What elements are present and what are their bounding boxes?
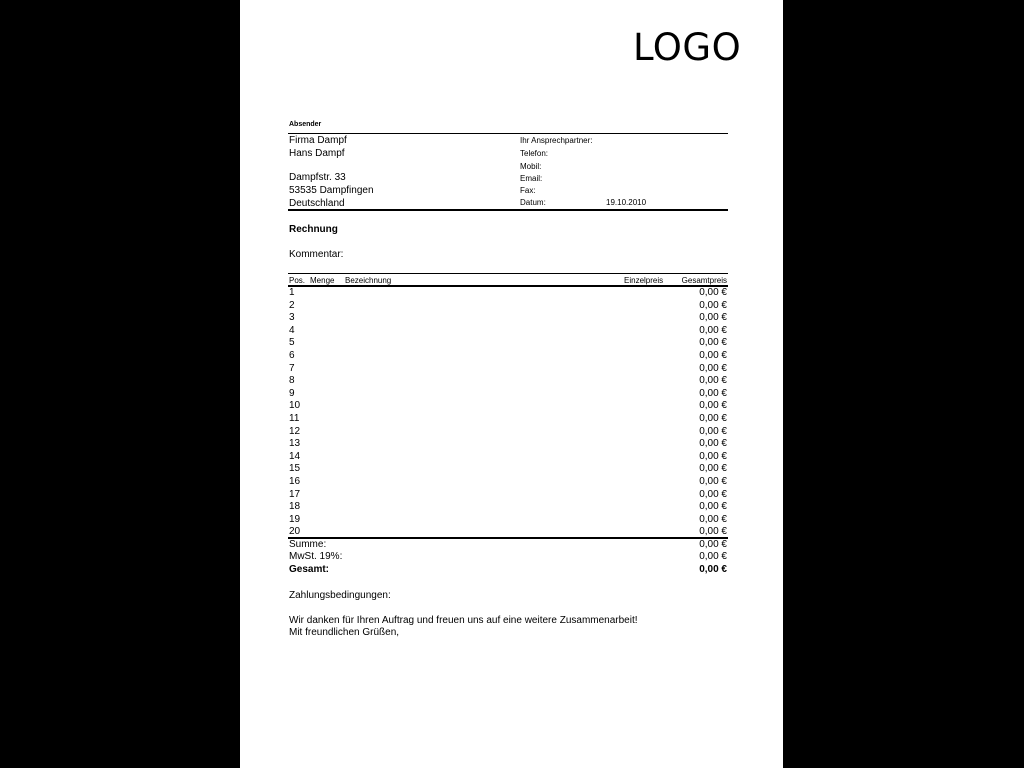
row-pos: 7 (289, 362, 295, 374)
row-pos: 9 (289, 387, 295, 399)
row-total: 0,00 € (699, 476, 727, 487)
header-einzelpreis: Einzelpreis (624, 276, 664, 285)
subtotal-label: Summe: (289, 539, 327, 550)
email-label: Email: (520, 174, 543, 183)
header-menge: Menge (310, 276, 335, 285)
row-pos: 14 (289, 450, 301, 462)
row-total: 0,00 € (699, 438, 727, 450)
header-bezeichnung: Bezeichnung (345, 276, 392, 285)
row-total: 0,00 € (699, 387, 727, 399)
sender-person: Hans Dampf (289, 148, 345, 159)
thanks-text: Wir danken für Ihren Auftrag und freuen uns auf eine weitere Zusammenarbeit! (289, 615, 638, 626)
sender-street: Dampfstr. 33 (289, 172, 346, 183)
header-gesamtpreis: Gesamtpreis (681, 276, 727, 285)
row-pos: 16 (289, 476, 301, 487)
sender-top-rule (288, 133, 728, 134)
row-pos: 8 (289, 375, 295, 387)
row-pos: 5 (289, 337, 295, 349)
comment-label: Kommentar: (289, 249, 344, 260)
table-header-rule (288, 285, 728, 287)
row-pos: 11 (289, 413, 300, 424)
row-pos: 4 (289, 324, 295, 336)
date-label: Datum: (520, 198, 546, 207)
sender-label: Absender (289, 121, 322, 128)
header-pos: Pos. (289, 276, 306, 285)
row-pos: 18 (289, 501, 301, 513)
payment-terms: Zahlungsbedingungen: (289, 590, 391, 601)
row-total: 0,00 € (699, 513, 727, 525)
row-pos: 1 (289, 287, 295, 298)
row-pos: 6 (289, 350, 295, 361)
invoice-page (240, 0, 783, 768)
row-pos: 19 (289, 513, 301, 525)
sender-bottom-rule (288, 209, 728, 211)
row-total: 0,00 € (699, 324, 727, 336)
row-total: 0,00 € (699, 501, 727, 513)
contact-person-label: Ihr Ansprechpartner: (520, 136, 593, 145)
subtotal-value: 0,00 € (699, 539, 727, 550)
row-total: 0,00 € (699, 526, 727, 538)
row-pos: 17 (289, 488, 301, 500)
row-total: 0,00 € (699, 337, 727, 349)
row-pos: 3 (289, 312, 295, 324)
row-pos: 10 (289, 400, 301, 412)
vat-value: 0,00 € (699, 551, 727, 562)
row-pos: 12 (289, 425, 301, 437)
closing-text: Mit freundlichen Grüßen, (289, 627, 400, 638)
row-total: 0,00 € (699, 375, 727, 387)
row-total: 0,00 € (699, 312, 727, 324)
table-top-rule (288, 273, 728, 274)
row-total: 0,00 € (699, 350, 727, 361)
phone-label: Telefon: (520, 149, 549, 158)
row-total: 0,00 € (699, 287, 727, 298)
total-value: 0,00 € (699, 564, 727, 575)
row-total: 0,00 € (699, 413, 727, 424)
row-total: 0,00 € (699, 488, 727, 500)
logo: LOGO (633, 26, 742, 69)
vat-label: MwSt. 19%: (289, 551, 343, 562)
row-total: 0,00 € (699, 362, 727, 374)
document-title: Rechnung (289, 224, 338, 235)
row-total: 0,00 € (699, 299, 727, 311)
row-pos: 13 (289, 438, 301, 450)
sender-country: Deutschland (289, 198, 345, 209)
sender-company: Firma Dampf (289, 135, 347, 146)
row-total: 0,00 € (699, 450, 727, 462)
fax-label: Fax: (520, 186, 536, 195)
mobile-label: Mobil: (520, 162, 542, 171)
row-total: 0,00 € (699, 463, 727, 475)
row-pos: 15 (289, 463, 301, 475)
row-pos: 2 (289, 299, 295, 311)
row-pos: 20 (289, 526, 301, 538)
table-bottom-rule (288, 537, 728, 539)
row-total: 0,00 € (699, 425, 727, 437)
sender-city: 53535 Dampfingen (289, 185, 374, 196)
row-total: 0,00 € (699, 400, 727, 412)
total-label: Gesamt: (289, 564, 330, 575)
date-value: 19.10.2010 (606, 198, 647, 207)
